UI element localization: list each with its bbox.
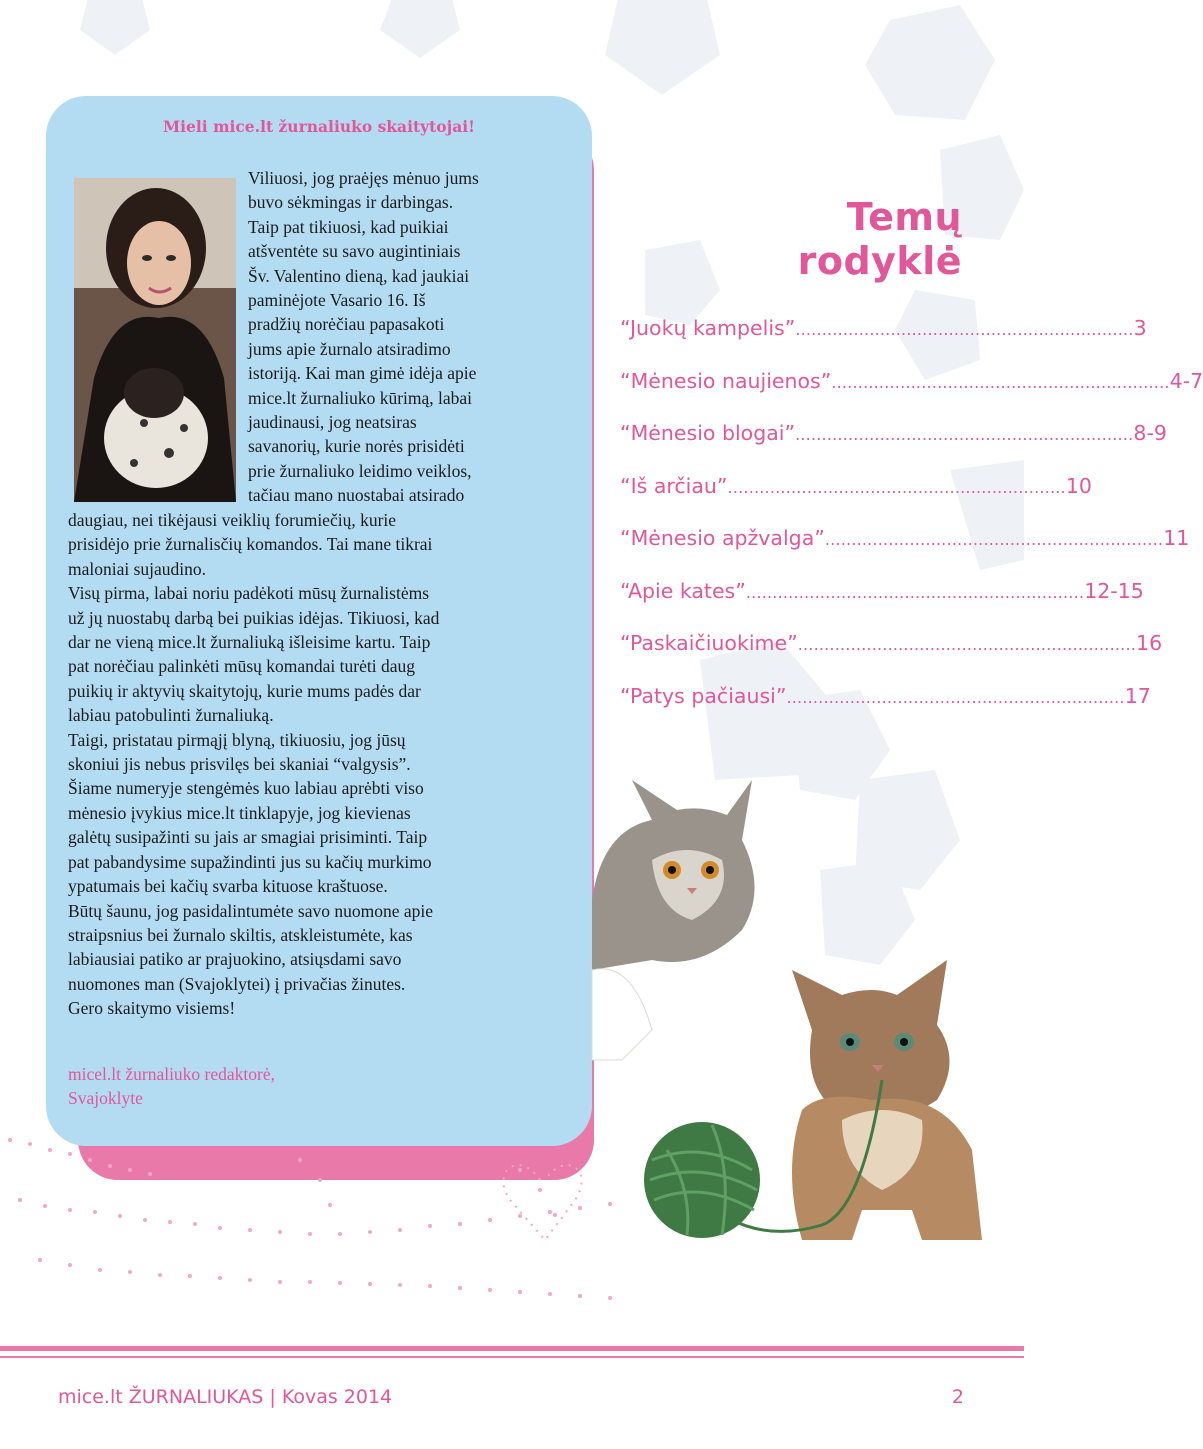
toc-dot-leader: ................................................................: [831, 372, 1170, 392]
toc-item-page: 17: [1124, 683, 1151, 708]
letter-line: daugiau, nei tikėjausi veiklių forumiečių, kurie: [68, 510, 397, 530]
letter-line: galėtų susipažinti su jais ar smagiai prisiminti. Taip: [68, 827, 428, 848]
letter-line: už jų nuostabų darbą bei puikias idėjas. Tikiuosi, kad: [68, 607, 440, 628]
page-number: 2: [951, 1386, 964, 1408]
letter-line: Viliuosi, jog praėjęs mėnuo jums: [248, 168, 479, 188]
footer-rule-thick: [0, 1346, 1024, 1351]
toc-item-page: 16: [1136, 631, 1163, 655]
toc-item-page: 8-9: [1133, 421, 1167, 445]
toc-item[interactable]: [620, 473, 1092, 527]
signature-line-1: micel.lt žurnaliuko redaktorė,: [68, 1064, 276, 1084]
signature-line-2: Svajoklyte: [68, 1088, 143, 1109]
toc-dot-leader: ................................................................: [795, 425, 1134, 444]
letter-line: Taigi, pristatau pirmąjį blyną, tikiuosiu, jog jūsų: [68, 729, 406, 750]
toc-dot-leader: ................................................................: [727, 477, 1066, 497]
letter-line: tačiau mano nuostabai atsirado: [248, 485, 465, 506]
toc-item-page: 12-15: [1084, 578, 1144, 603]
letter-line: Būtų šaunu, jog pasidalintumėte savo nuomone apie: [68, 900, 434, 921]
toc-item-label: “Juokų kampelis”: [620, 316, 796, 340]
letter-line: puikių ir aktyvių skaitytojų, kurie mums padės dar: [68, 680, 421, 701]
toc-dot-leader: ................................................................: [797, 635, 1137, 654]
toc-item-label: “Mėnesio apžvalga”: [620, 526, 825, 550]
footer-rule-thin: [0, 1356, 1024, 1358]
letter-body-full: [68, 508, 534, 1021]
letter-line: ypatumais bei kačių svarba kituose kraštuose.: [68, 876, 388, 897]
letter-line: Šv. Valentino dieną, kad jaukiai: [248, 265, 470, 286]
toc-item[interactable]: [620, 316, 1147, 369]
letter-line: paminėjote Vasario 16. Iš: [248, 290, 426, 311]
letter-line: prie žurnaliuko leidimo veiklos,: [248, 460, 472, 481]
toc-dot-leader: ................................................................: [745, 582, 1085, 602]
letter-line: istoriją. Kai man gimė idėja apie: [248, 363, 477, 384]
toc-item[interactable]: [620, 631, 1163, 684]
letter-line: jums apie žurnalo atsiradimo: [248, 338, 451, 359]
letter-line: skoniui jis nebus prisvilęs bei skaniai “valgysis”.: [68, 754, 411, 775]
letter-line: Gero skaitymo visiems!: [68, 998, 236, 1019]
toc-item[interactable]: [620, 578, 1144, 632]
letter-line: dar ne vieną mice.lt žurnaliuką išleisime kartu. Taip: [68, 632, 431, 653]
letter-line: pat norėčiau palinkėti mūsų komandai turėti daug: [68, 656, 415, 677]
letter-line: Šiame numeryje stengėmės kuo labiau aprėbti viso: [68, 778, 424, 799]
toc-dot-leader: ................................................................: [824, 530, 1164, 549]
toc-item[interactable]: [620, 421, 1167, 474]
woman-with-dog-photo: [74, 178, 236, 502]
toc-item-label: “Patys pačiausi”: [620, 683, 787, 708]
toc-item-page: 4-7: [1169, 368, 1203, 393]
letter-body-beside-photo: [248, 166, 534, 508]
letter-line: savanorių, kurie norės prisidėti: [248, 436, 465, 457]
letter-line: mėnesio įvykius mice.lt tinklapyje, jog kievienas: [68, 802, 411, 823]
toc-item-page: 3: [1133, 316, 1147, 340]
letter-line: prisidėjo prie žurnalisčių komandos. Tai mane tikrai: [68, 534, 433, 555]
letter-line: mice.lt žurnaliuko kūrimą, labai: [248, 387, 473, 408]
footer-title: mice.lt ŽURNALIUKAS | Kovas 2014: [58, 1386, 393, 1408]
toc-item[interactable]: [620, 526, 1190, 579]
letter-line: buvo sėkmingas ir darbingas.: [248, 192, 454, 213]
toc-item-label: “Paskaičiuokime”: [620, 631, 798, 655]
letter-line: nuomones man (Svajoklytei) į privačias žinutes.: [68, 973, 406, 994]
letter-line: labiau patobulinti žurnaliuką.: [68, 705, 274, 726]
letter-line: jaudinausi, jog neatsiras: [248, 412, 417, 433]
letter-line: pat pabandysime supažindinti jus su kačių murkimo: [68, 851, 432, 872]
letter-line: labiausiai patiko ar prajuokino, atsiųsdami savo: [68, 949, 402, 970]
table-of-contents: [620, 316, 1203, 736]
toc-item-label: “Mėnesio naujienos”: [620, 368, 832, 393]
kittens-with-yarn-ball-image: [592, 770, 1012, 1290]
toc-item-label: “Apie kates”: [620, 578, 746, 603]
letter-title: Mieli mice.lt žurnaliuko skaitytojai!: [163, 117, 475, 136]
letter-line: Visų pirma, labai noriu padėkoti mūsų žurnalistėms: [68, 583, 430, 604]
toc-item-page: 11: [1163, 526, 1190, 550]
toc-item-label: “Mėnesio blogai”: [620, 421, 796, 445]
toc-item-label: “Iš arčiau”: [620, 473, 728, 498]
toc-item[interactable]: [620, 368, 1203, 422]
letter-line: atšventėte su savo augintiniais: [248, 241, 461, 262]
letter-line: Taip pat tikiuosi, kad puikiai: [248, 216, 449, 237]
letter-signature: [68, 1062, 275, 1111]
toc-dot-leader: ................................................................: [795, 320, 1134, 339]
letter-line: maloniai sujaudino.: [68, 558, 207, 579]
toc-title: Temų rodyklė: [797, 195, 962, 283]
toc-item-page: 10: [1065, 473, 1092, 498]
toc-item[interactable]: [620, 683, 1151, 737]
letter-line: straipsnius bei žurnalo skiltis, atskleistumėte, kas: [68, 924, 413, 945]
letter-line: pradžių norėčiau papasakoti: [248, 314, 445, 335]
toc-dot-leader: ................................................................: [786, 687, 1125, 707]
